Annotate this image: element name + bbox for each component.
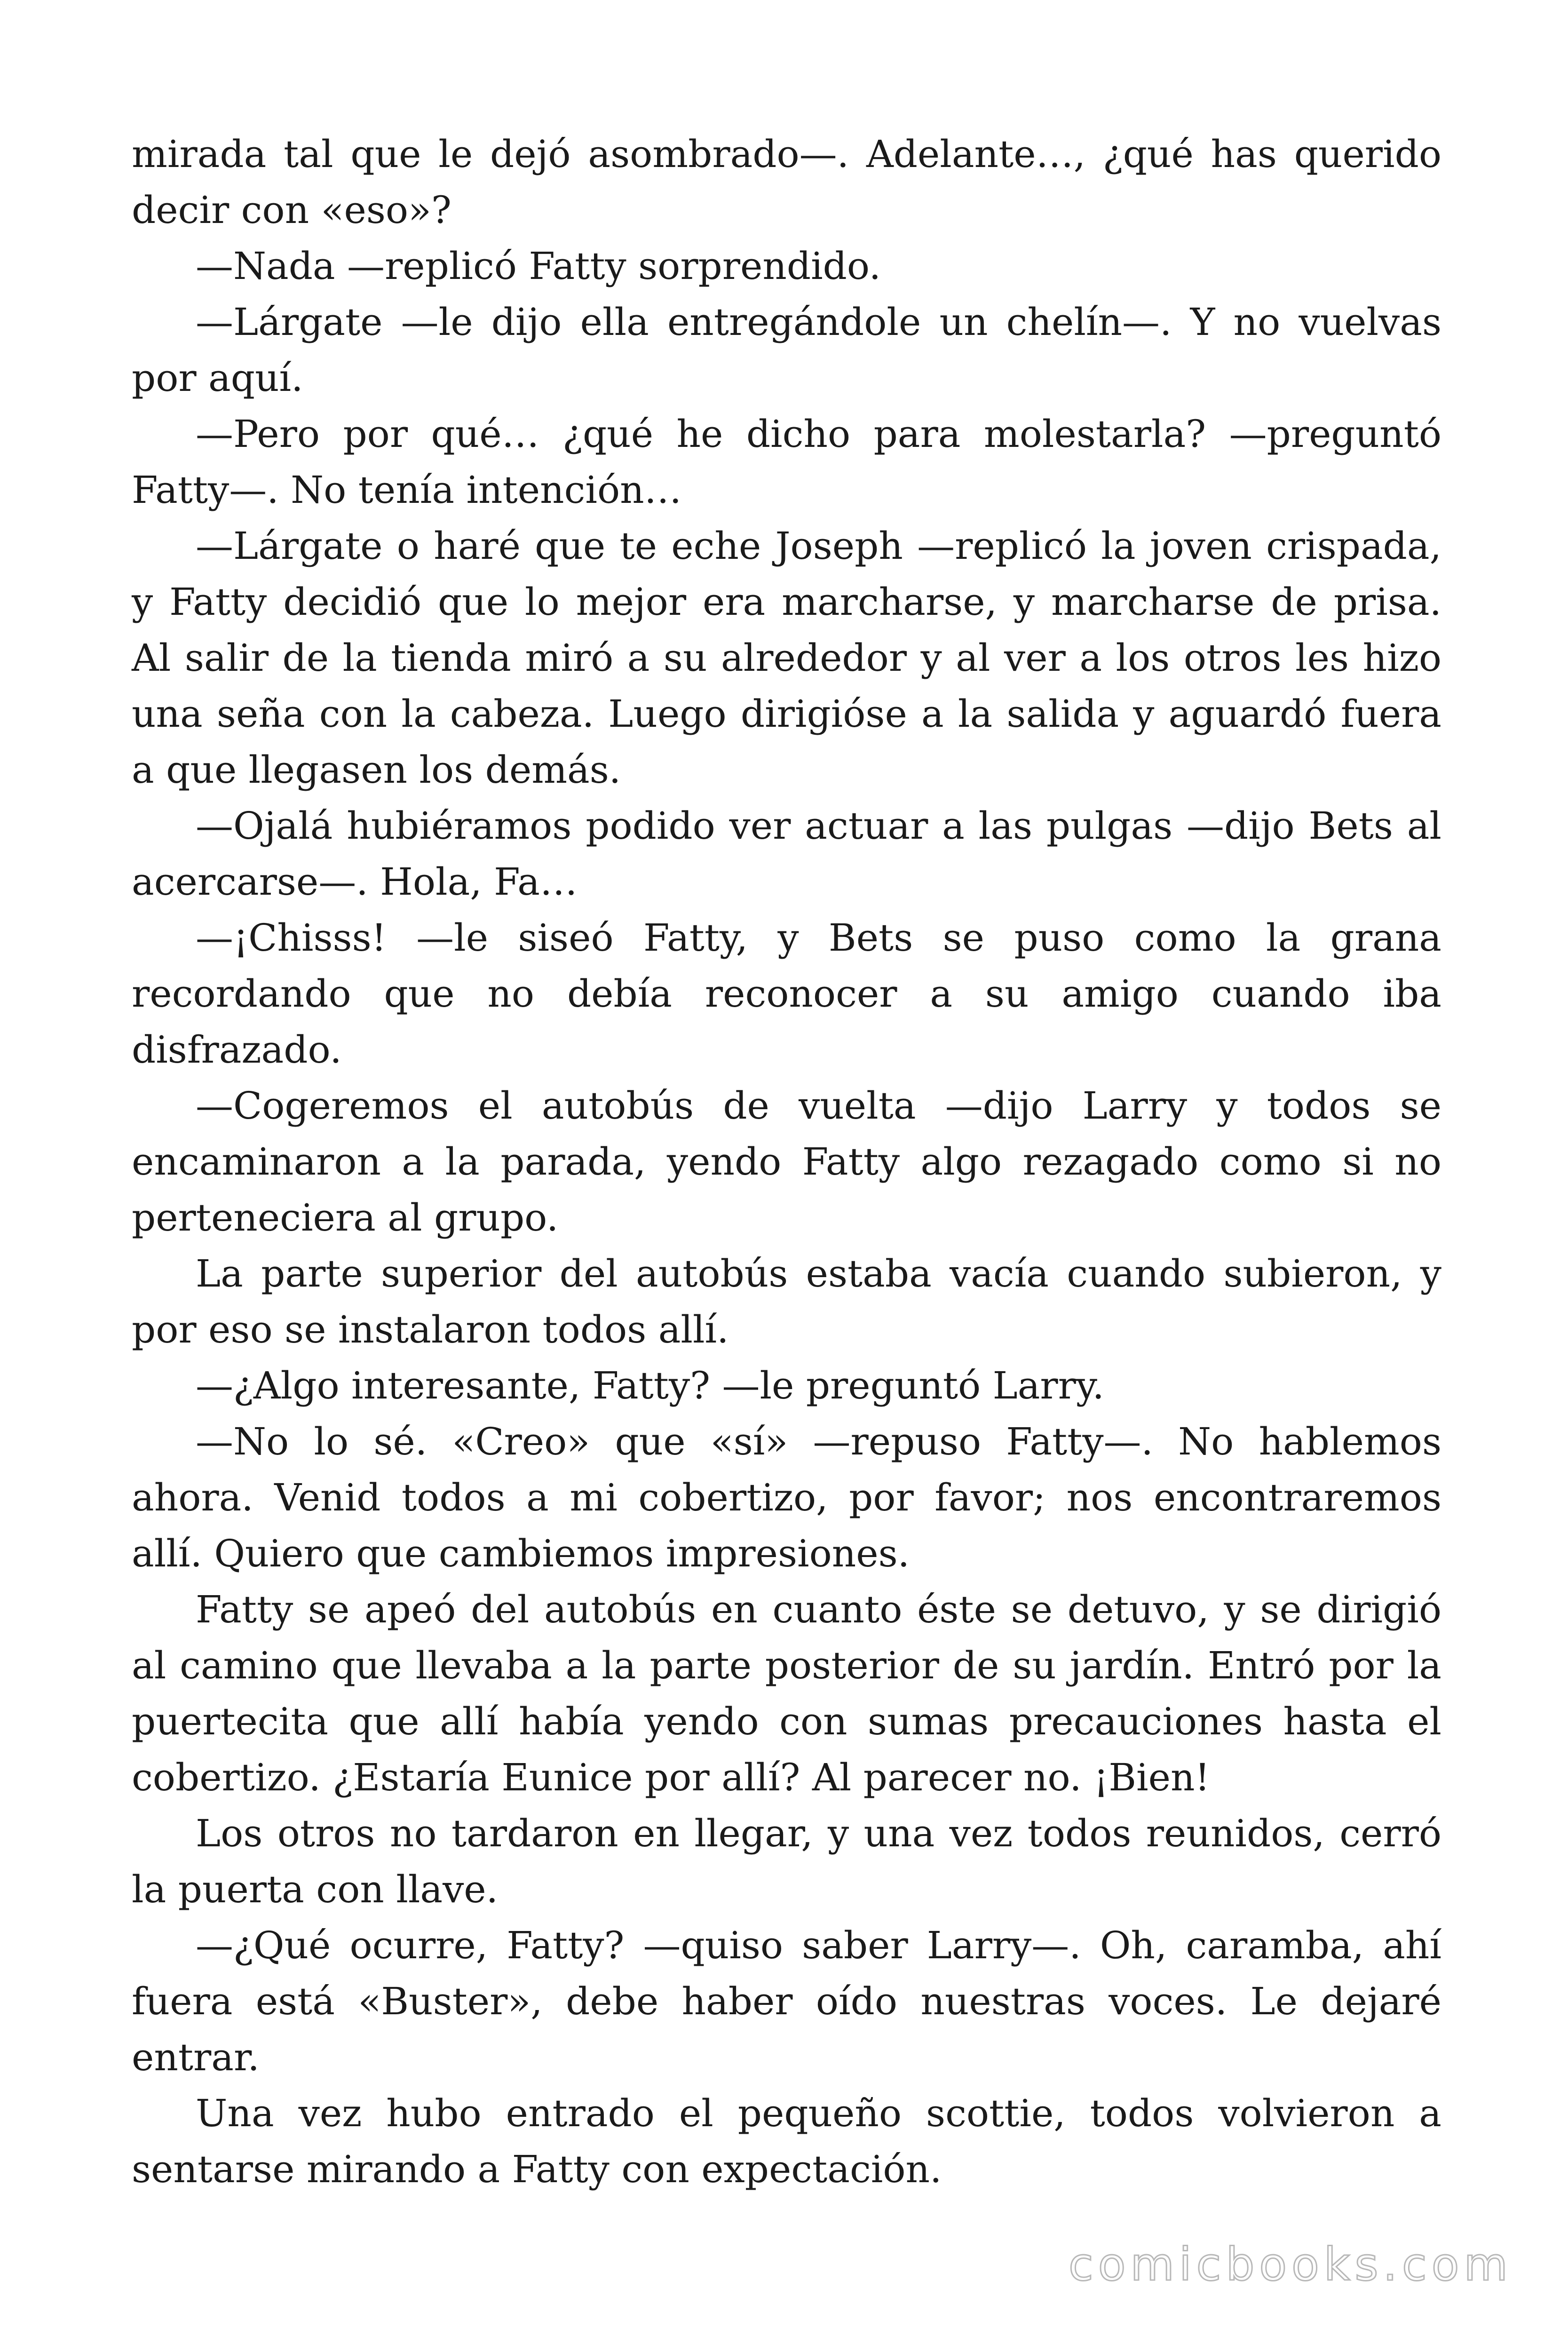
- watermark-text: comicbooks.com: [1068, 2238, 1513, 2291]
- paragraph: —¿Qué ocurre, Fatty? —quiso saber Larry—. Oh, caramba, ahí fuera está «Buster», debe haber oído nuestras voces. Le dejaré entrar.: [132, 1923, 1441, 2079]
- paragraph: —Lárgate o haré que te eche Joseph —replicó la joven crispada, y Fatty decidió que lo mejor era marcharse, y marcharse de prisa. Al salir de la tienda miró a su alrededor y al ver a los otros les hizo una seña con la cabeza. Luego dirigióse a la salida y aguardó fuera a que llegasen los demás.: [132, 524, 1441, 792]
- paragraph: La parte superior del autobús estaba vacía cuando subieron, y por eso se instalaron todos allí.: [132, 1252, 1441, 1351]
- paragraph: Los otros no tardaron en llegar, y una vez todos reunidos, cerró la puerta con llave.: [132, 1812, 1441, 1911]
- body-text: [132, 126, 1441, 2197]
- paragraph: —Cogeremos el autobús de vuelta —dijo Larry y todos se encaminaron a la parada, yendo Fatty algo rezagado como si no perteneciera al grupo.: [132, 1084, 1441, 1240]
- paragraph: —No lo sé. «Creo» que «sí» —repuso Fatty—. No hablemos ahora. Venid todos a mi cobertizo, por favor; nos encontraremos allí. Quiero que cambiemos impresiones.: [132, 1420, 1441, 1575]
- paragraph: —Lárgate —le dijo ella entregándole un chelín—. Y no vuelvas por aquí.: [132, 300, 1441, 400]
- paragraph: —Pero por qué… ¿qué he dicho para molestarla? —preguntó Fatty—. No tenía intención…: [132, 412, 1441, 512]
- paragraph: Fatty se apeó del autobús en cuanto éste se detuvo, y se dirigió al camino que llevaba a la parte posterior de su jardín. Entró por la puertecita que allí había yendo con sumas precauciones hasta el cobertizo. ¿Estaría Eunice por allí? Al parecer no. ¡Bien!: [132, 1588, 1441, 1799]
- paragraph: —Nada —replicó Fatty sorprendido.: [196, 244, 881, 288]
- paragraph: —¡Chisss! —le siseó Fatty, y Bets se puso como la grana recordando que no debía reconocer a su amigo cuando iba disfrazado.: [132, 916, 1441, 1072]
- paragraph: —Ojalá hubiéramos podido ver actuar a las pulgas —dijo Bets al acercarse—. Hola, Fa…: [132, 804, 1441, 904]
- paragraph: Una vez hubo entrado el pequeño scottie, todos volvieron a sentarse mirando a Fatty con expectación.: [132, 2091, 1441, 2191]
- paragraph: —¿Algo interesante, Fatty? —le preguntó Larry.: [196, 1364, 1104, 1407]
- paragraph: mirada tal que le dejó asombrado—. Adelante…, ¿qué has querido decir con «eso»?: [132, 132, 1441, 232]
